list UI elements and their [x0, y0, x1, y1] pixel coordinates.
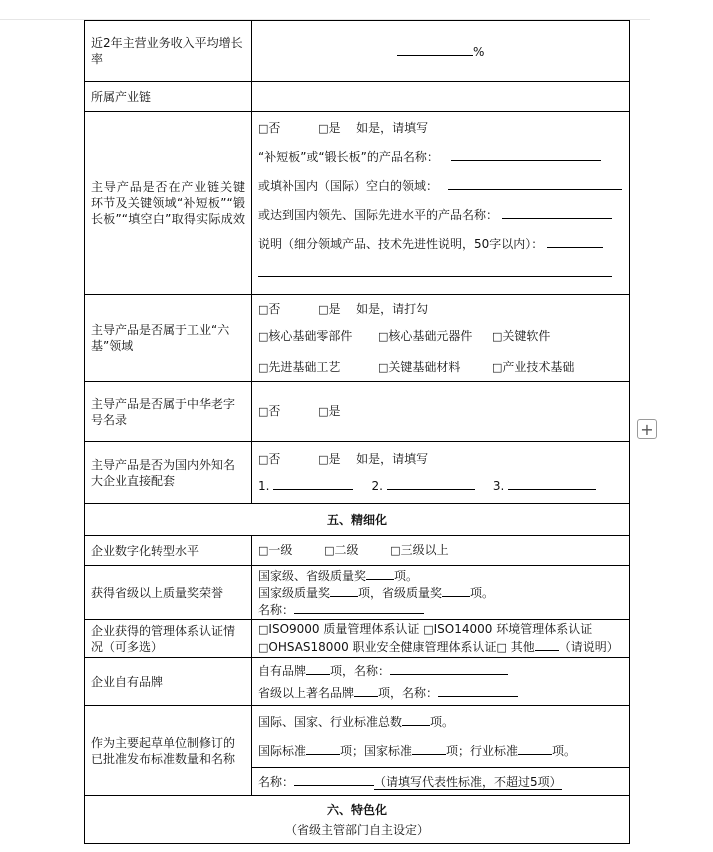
item-base-process: 先进基础工艺 — [268, 360, 341, 374]
label-six-base: 主导产品是否属于工业“六基”领域 — [85, 295, 252, 382]
field-digital — [252, 536, 630, 566]
checkbox-no[interactable]: □ — [258, 453, 269, 466]
option-yes-label: 是 — [328, 121, 341, 135]
blank-shortboard-product[interactable] — [451, 148, 601, 161]
item-key-software: 关键软件 — [502, 329, 551, 343]
iso9000-label: ISO9000 质量管理体系认证 — [268, 622, 420, 636]
standard-total-unit: 项。 — [430, 714, 455, 729]
field-supplier — [252, 442, 630, 504]
blank-industry-standard[interactable] — [518, 742, 552, 755]
blank-quality-total[interactable] — [366, 567, 394, 580]
field-mgmt-cert — [252, 620, 630, 658]
blank-explanation-1[interactable] — [547, 235, 603, 248]
national-standard-label: 项；国家标准 — [340, 743, 413, 758]
label-revenue-growth: 近2年主营业务收入平均增长率 — [85, 21, 252, 82]
blank-leading-product[interactable] — [502, 206, 612, 219]
checkbox-no[interactable]: □ — [258, 122, 269, 135]
checkbox-no[interactable]: □ — [258, 405, 269, 418]
intl-standard-label: 国际标准 — [258, 743, 307, 758]
row-laozihao — [85, 382, 630, 442]
checkbox-yes[interactable]: □ — [318, 122, 329, 135]
explanation-label: 说明（细分领域产品、技术先进性说明，50字以内）： — [258, 237, 544, 251]
blank-famous-brand-count[interactable] — [354, 684, 378, 697]
national-quality-label: 国家级质量奖 — [258, 586, 331, 600]
label-mgmt-cert: 企业获得的管理体系认证情况（可多选） — [85, 620, 252, 658]
label-supplier: 主导产品是否为国内外知名大企业直接配套 — [85, 442, 252, 504]
field-revenue-growth[interactable] — [252, 21, 630, 82]
blank-quality-name[interactable] — [294, 601, 424, 614]
blank-famous-brand-name[interactable] — [438, 684, 518, 697]
option-no-label: 否 — [268, 452, 281, 466]
checkbox-level-2[interactable]: □ — [324, 544, 335, 557]
blank-growth[interactable] — [397, 43, 473, 56]
item-core-parts: 核心基础零部件 — [268, 329, 353, 343]
checkbox-level-1[interactable]: □ — [258, 544, 269, 557]
standard-name-note: （请填写代表性标准，不超过5项） — [374, 775, 562, 789]
label-laozihao: 主导产品是否属于中华老字号名录 — [85, 382, 252, 442]
level-2-label: 二级 — [334, 543, 359, 557]
label-brand: 企业自有品牌 — [85, 658, 252, 706]
field-industry-chain[interactable] — [252, 82, 630, 112]
row-section-6 — [85, 796, 630, 844]
checkbox-yes[interactable]: □ — [318, 453, 329, 466]
own-brand-name-label: 项，名称： — [330, 663, 391, 678]
option-yes-label: 是 — [328, 404, 341, 418]
checkbox-no[interactable]: □ — [258, 303, 269, 316]
checkbox-core-components[interactable]: □ — [378, 330, 389, 343]
level-1-label: 一级 — [268, 543, 293, 557]
label-digital: 企业数字化转型水平 — [85, 536, 252, 566]
field-quality — [252, 566, 630, 620]
checkbox-level-3[interactable]: □ — [390, 544, 401, 557]
quality-total-unit: 项。 — [394, 569, 419, 583]
own-brand-label: 自有品牌 — [258, 663, 307, 678]
blank-supplier-2[interactable] — [387, 477, 475, 490]
quality-total-label: 国家级、省级质量奖 — [258, 569, 367, 583]
label-standard: 作为主要起草单位制修订的已批准发布标准数量和名称 — [85, 706, 252, 796]
standard-total-label: 国际、国家、行业标准总数 — [258, 714, 403, 729]
row-mgmt-cert — [85, 620, 630, 658]
famous-brand-name-label: 项，名称： — [378, 685, 439, 700]
add-row-button[interactable]: + — [637, 419, 657, 439]
section-6-cell — [85, 796, 630, 844]
yes-note: 如是，请填写 — [356, 452, 429, 466]
section-6-subtitle: （省级主管部门自主设定） — [284, 822, 429, 837]
row-revenue-growth — [85, 21, 630, 82]
checkbox-tech-foundation[interactable]: □ — [492, 361, 503, 374]
supplier-num-2: 2. — [371, 479, 383, 493]
field-standard-names — [252, 768, 630, 796]
row-key-link — [85, 112, 630, 295]
checkbox-key-software[interactable]: □ — [492, 330, 503, 343]
blank-supplier-1[interactable] — [273, 477, 353, 490]
blank-own-brand-name[interactable] — [390, 662, 508, 675]
other-note: （请说明） — [558, 640, 619, 654]
field-six-base — [252, 295, 630, 382]
checkbox-ohsas[interactable]: □ — [258, 641, 269, 654]
quality-name-label: 名称： — [258, 603, 295, 617]
checkbox-iso14000[interactable]: □ — [423, 623, 434, 636]
row-standard — [85, 706, 630, 768]
checkbox-yes[interactable]: □ — [318, 303, 329, 316]
industry-standard-label: 项；行业标准 — [446, 743, 519, 758]
checkbox-other[interactable]: □ — [496, 641, 507, 654]
field-laozihao — [252, 382, 630, 442]
checkbox-base-process[interactable]: □ — [258, 361, 269, 374]
shortboard-product-label: “补短板”或“锻长板”的产品名称： — [258, 150, 439, 164]
blank-explanation-2[interactable] — [258, 264, 612, 277]
blank-other-cert[interactable] — [535, 638, 559, 651]
leading-product-label: 或达到国内领先、国际先进水平的产品名称： — [258, 208, 499, 222]
blank-national-standard[interactable] — [412, 742, 446, 755]
row-supplier — [85, 442, 630, 504]
iso14000-label: ISO14000 环境管理体系认证 — [433, 622, 593, 636]
blank-supplier-3[interactable] — [508, 477, 596, 490]
supplier-num-1: 1. — [258, 479, 270, 493]
option-no-label: 否 — [268, 404, 281, 418]
option-yes-label: 是 — [328, 452, 341, 466]
checkbox-core-parts[interactable]: □ — [258, 330, 269, 343]
item-key-materials: 关键基础材料 — [388, 360, 461, 374]
label-industry-chain: 所属产业链 — [85, 82, 252, 112]
row-section-5 — [85, 504, 630, 536]
section-title-specialization: 六、特色化 — [326, 802, 387, 817]
item-core-components: 核心基础元器件 — [388, 329, 473, 343]
ohsas-label: OHSAS18000 职业安全健康管理体系认证 — [268, 640, 497, 654]
fill-gap-field-label: 或填补国内（国际）空白的领域： — [258, 179, 439, 193]
row-quality — [85, 566, 630, 620]
other-label: 其他 — [510, 640, 535, 654]
application-form-table — [84, 20, 630, 844]
supplier-num-3: 3. — [492, 479, 505, 493]
industry-standard-unit: 项。 — [552, 743, 577, 758]
level-3-label: 三级以上 — [400, 543, 449, 557]
checkbox-iso9000[interactable]: □ — [258, 623, 269, 636]
row-six-base — [85, 295, 630, 382]
blank-fill-gap-field[interactable] — [448, 177, 622, 190]
blank-own-brand-count[interactable] — [306, 662, 330, 675]
famous-brand-label: 省级以上著名品牌 — [258, 685, 355, 700]
item-tech-foundation: 产业技术基础 — [502, 360, 575, 374]
blank-standard-total[interactable] — [402, 713, 430, 726]
checkbox-key-materials[interactable]: □ — [378, 361, 389, 374]
blank-national-quality[interactable] — [330, 584, 358, 597]
option-no-label: 否 — [268, 302, 281, 316]
blank-intl-standard[interactable] — [306, 742, 340, 755]
section-title-refinement: 五、精细化 — [85, 504, 630, 536]
field-brand — [252, 658, 630, 706]
unit-percent: % — [473, 44, 485, 59]
row-digital — [85, 536, 630, 566]
label-quality: 获得省级以上质量奖荣誉 — [85, 566, 252, 620]
label-key-link: 主导产品是否在产业链关键环节及关键领域“补短板”“锻长板”“填空白”取得实际成效 — [85, 112, 252, 295]
blank-standard-name[interactable] — [294, 773, 374, 786]
provincial-quality-label: 项，省级质量奖 — [358, 586, 443, 600]
field-key-link — [252, 112, 630, 295]
provincial-quality-unit: 项。 — [470, 586, 495, 600]
yes-note: 如是，请打勾 — [356, 302, 429, 316]
blank-provincial-quality[interactable] — [442, 584, 470, 597]
row-brand — [85, 658, 630, 706]
row-industry-chain — [85, 82, 630, 112]
yes-note: 如是，请填写 — [356, 121, 429, 135]
standard-name-label: 名称： — [258, 775, 295, 789]
option-no-label: 否 — [268, 121, 281, 135]
field-standard-counts — [252, 706, 630, 768]
checkbox-yes[interactable]: □ — [318, 405, 329, 418]
option-yes-label: 是 — [328, 302, 341, 316]
